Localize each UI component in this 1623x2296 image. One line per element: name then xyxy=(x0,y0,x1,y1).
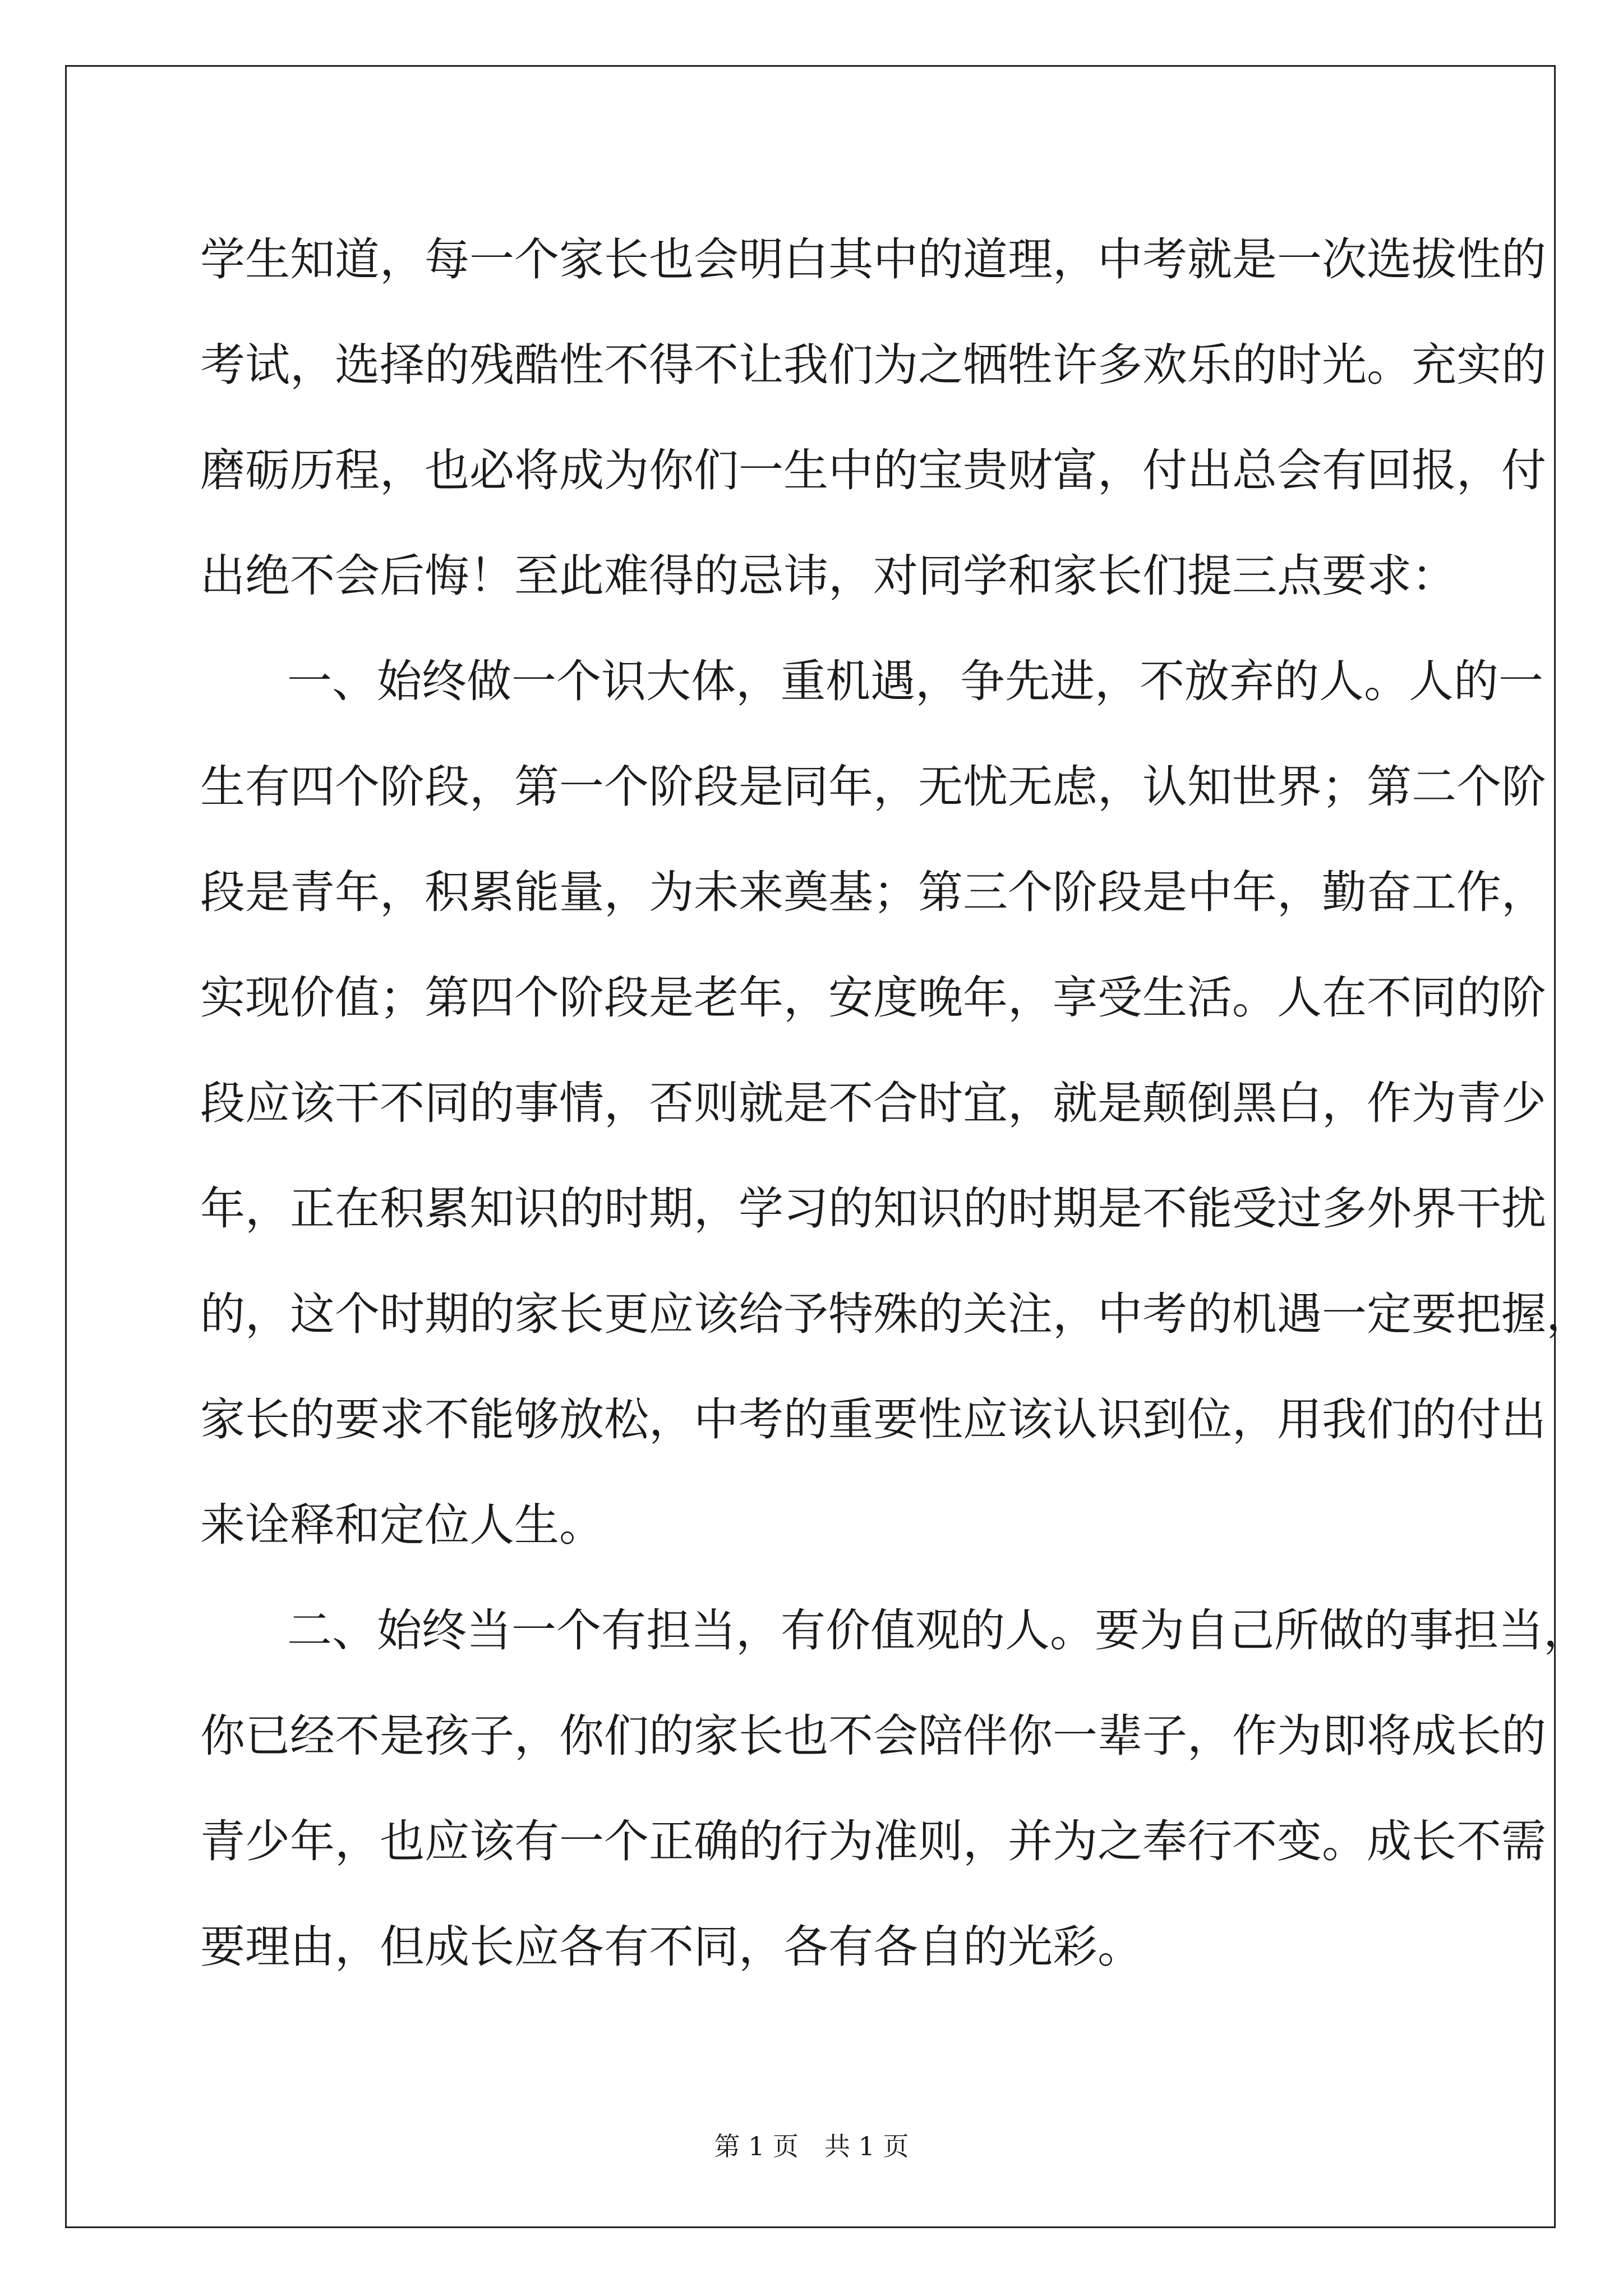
text-line: 你已经不是孩子，你们的家长也不会陪伴你一辈子，作为即将成长的 xyxy=(200,1710,1546,1762)
document-body xyxy=(200,207,1591,2000)
text-line: 来诠释和定位人生。 xyxy=(200,1499,604,1551)
text-line: 段应该干不同的事情，否则就是不合时宜，就是颠倒黑白，作为青少 xyxy=(200,1077,1546,1129)
text-line: 实现价值；第四个阶段是老年，安度晚年，享受生活。人在不同的阶 xyxy=(200,972,1546,1024)
text-line: 要理由，但成长应各有不同，各有各自的光彩。 xyxy=(200,1921,1142,1973)
text-line: 考试，选择的残酷性不得不让我们为之牺牲许多欢乐的时光。充实的 xyxy=(200,339,1546,391)
text-line: 出绝不会后悔！至此难得的忌讳，对同学和家长们提三点要求： xyxy=(200,550,1456,602)
text-line: 学生知道，每一个家长也会明白其中的道理，中考就是一次选拔性的 xyxy=(200,233,1546,286)
text-line: 段是青年，积累能量，为未来奠基；第三个阶段是中年，勤奋工作， xyxy=(200,866,1546,918)
text-line: 家长的要求不能够放松，中考的重要性应该认识到位，用我们的付出 xyxy=(200,1393,1546,1446)
paragraph-first-line: 一、始终做一个识大体，重机遇，争先进，不放弃的人。人的一 xyxy=(287,655,1543,707)
paragraph-first-line: 二、始终当一个有担当，有价值观的人。要为自己所做的事担当， xyxy=(287,1604,1588,1657)
text-line: 生有四个阶段，第一个阶段是同年，无忧无虑，认知世界；第二个阶 xyxy=(200,761,1546,813)
page-footer: 第 1 页 共 1 页 xyxy=(714,2131,909,2161)
text-line: 的，这个时期的家长更应该给予特殊的关注，中考的机遇一定要把握， xyxy=(200,1288,1591,1340)
text-line: 青少年，也应该有一个正确的行为准则，并为之奉行不变。成长不需 xyxy=(200,1815,1546,1867)
text-line: 年，正在积累知识的时期，学习的知识的时期是不能受过多外界干扰 xyxy=(200,1182,1546,1235)
text-line: 磨砺历程，也必将成为你们一生中的宝贵财富，付出总会有回报，付 xyxy=(200,444,1546,496)
